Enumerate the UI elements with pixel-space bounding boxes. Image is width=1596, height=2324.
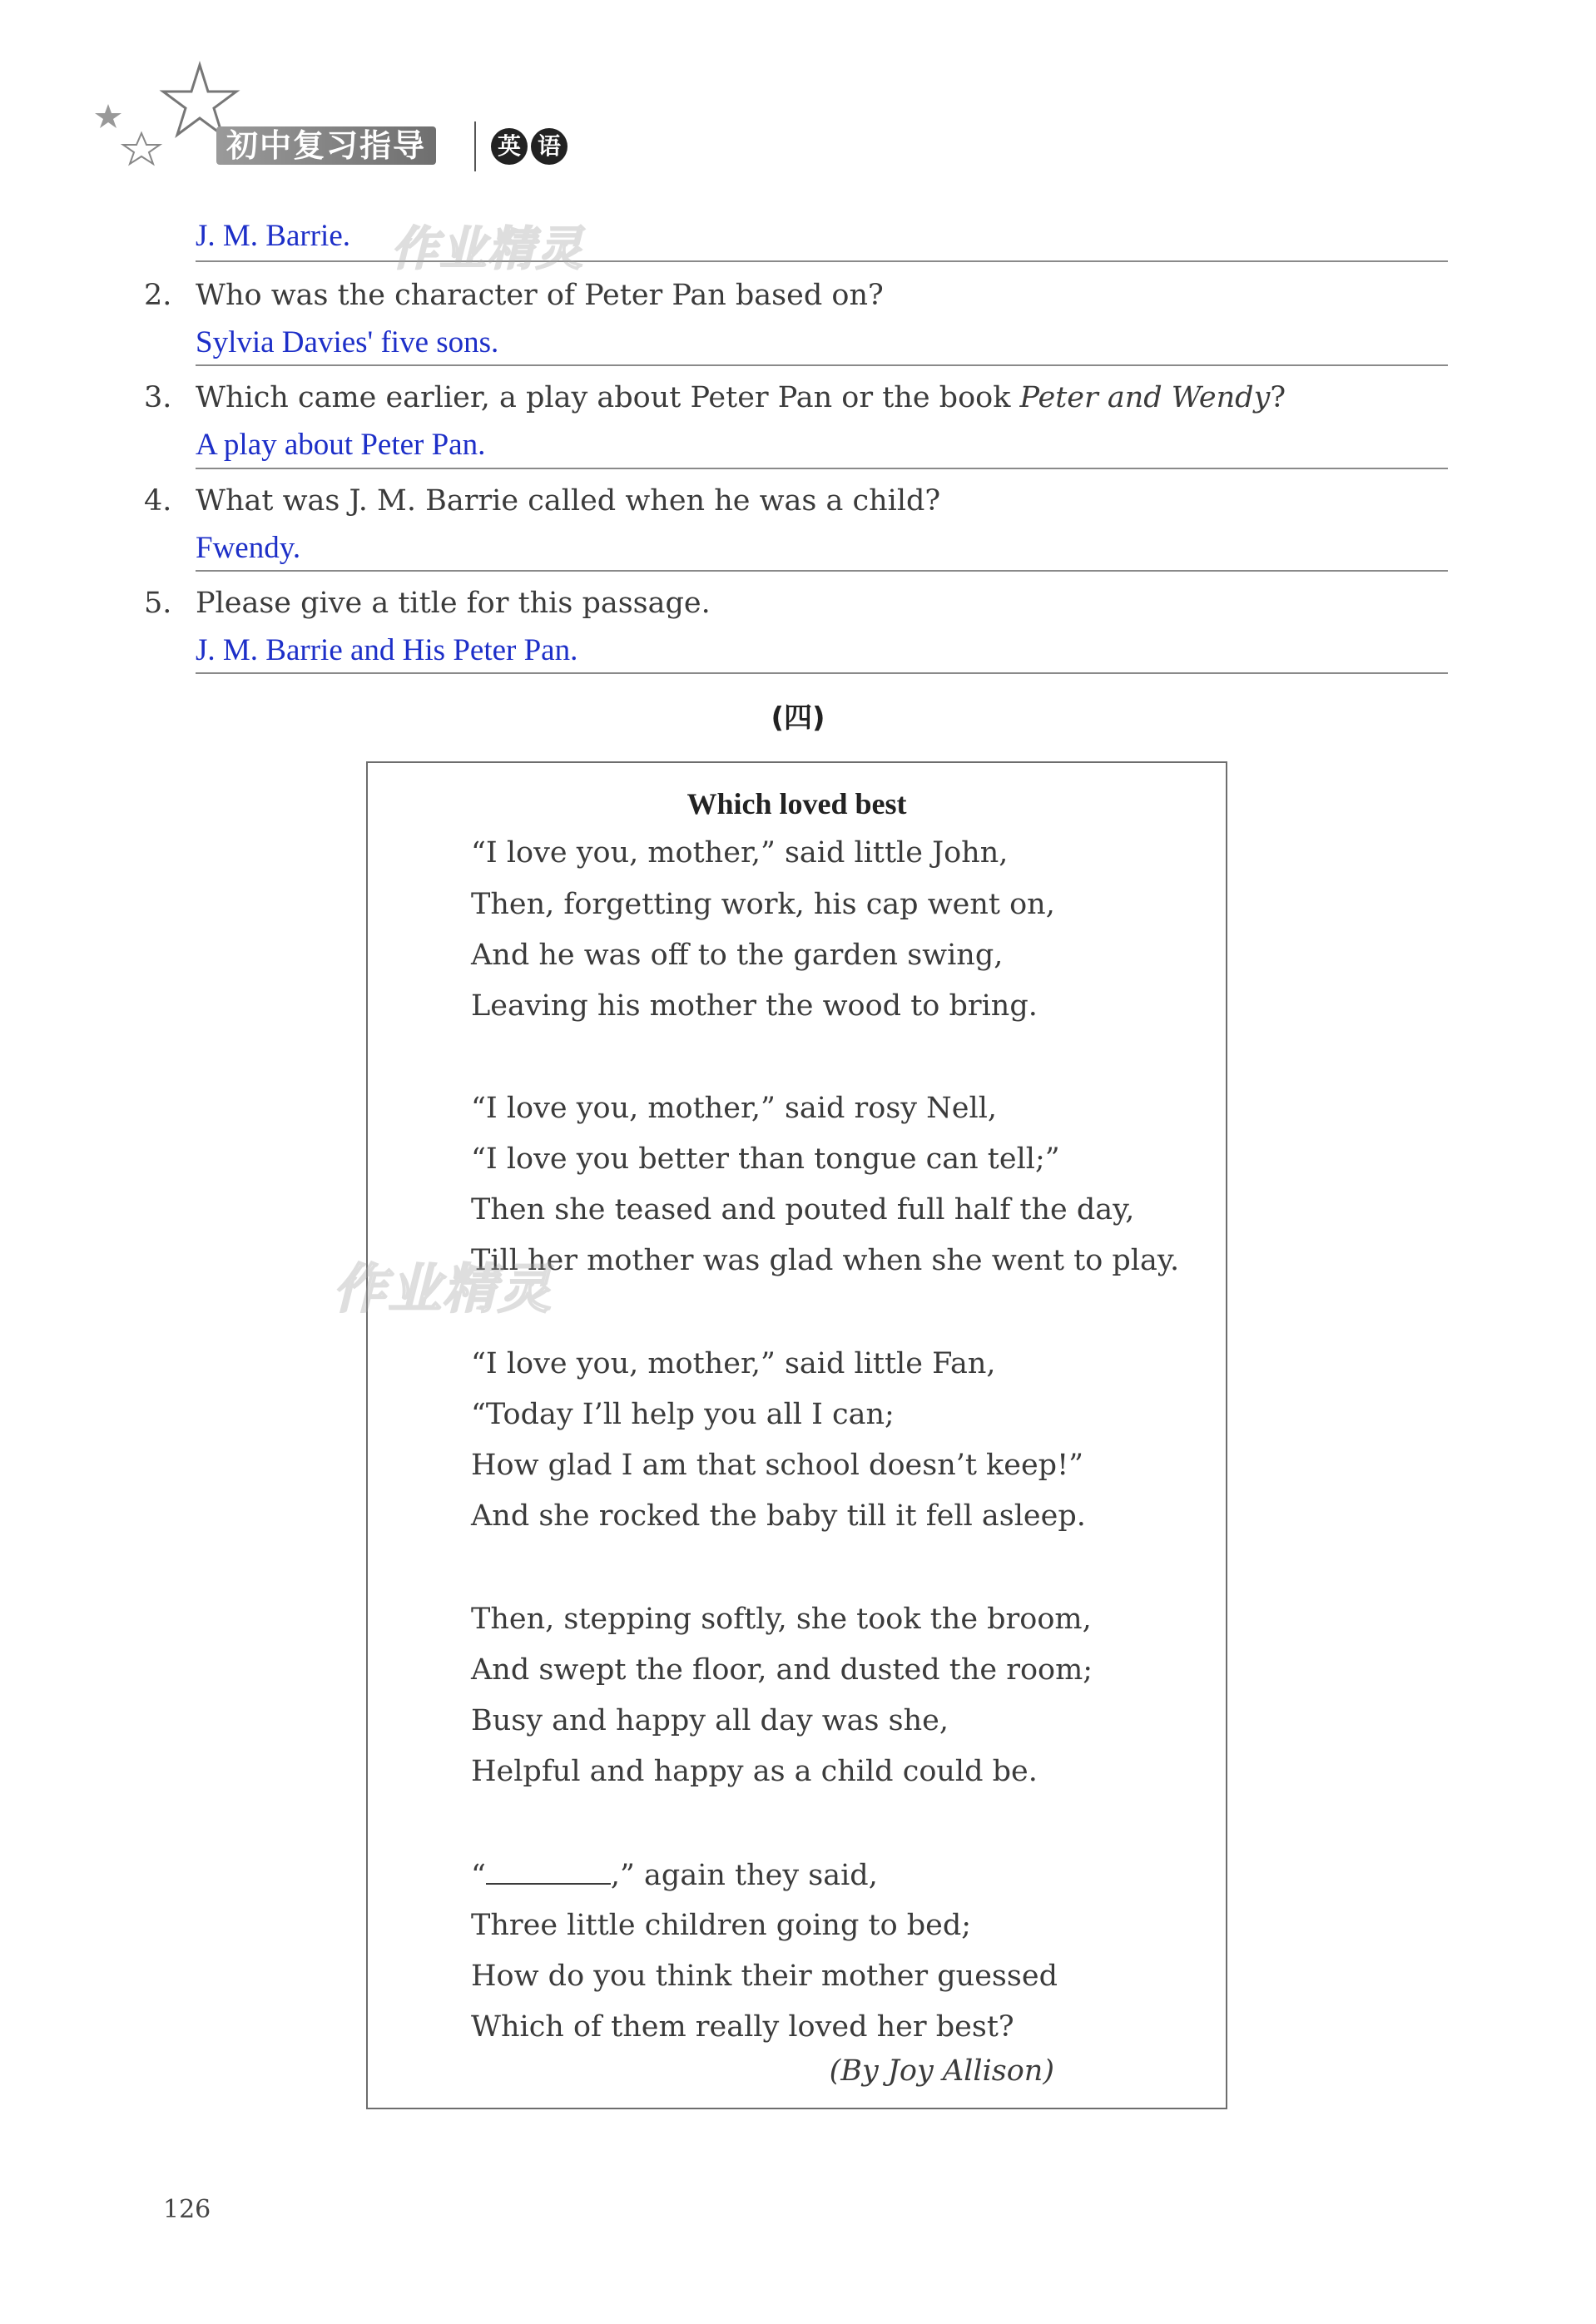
header-separator <box>474 121 476 171</box>
answer-5: J. M. Barrie and His Peter Pan. <box>196 633 578 667</box>
answer-4: Fwendy. <box>196 531 301 565</box>
answer-1: J. M. Barrie. <box>196 219 350 253</box>
question-number: 5. <box>144 587 172 620</box>
question-text-post: ? <box>1270 381 1286 414</box>
poem-line: Three little children going to bed; <box>471 1909 972 1942</box>
poem-line: Then, forgetting work, his cap went on, <box>471 888 1055 921</box>
poem-line: How glad I am that school doesn’t keep!” <box>471 1449 1084 1482</box>
question-2 <box>144 279 884 312</box>
open-quote: “ <box>471 1859 486 1892</box>
question-4 <box>144 484 941 518</box>
poem-line: “I love you, mother,” said little John, <box>471 836 1009 870</box>
subject-char-1: 英 <box>491 128 528 165</box>
poem-line: Leaving his mother the wood to bring. <box>471 989 1038 1023</box>
poem-line: “I love you better than tongue can tell;” <box>471 1142 1060 1176</box>
poem-line: Till her mother was glad when she went to play. <box>471 1244 1180 1277</box>
question-text: What was J. M. Barrie called when he was a child? <box>196 484 941 518</box>
answer-rule-2 <box>196 364 1448 366</box>
poem-line-with-blank <box>471 1858 878 1892</box>
poem-line: Which of them really loved her best? <box>471 2010 1014 2044</box>
poem-line: Helpful and happy as a child could be. <box>471 1755 1038 1788</box>
answer-3: A play about Peter Pan. <box>196 428 486 462</box>
answer-rule-3 <box>196 468 1448 469</box>
line-rest: ,” again they said, <box>610 1859 878 1892</box>
question-text-pre: Which came earlier, a play about Peter Pan or the book <box>196 381 1020 414</box>
poem-line: “I love you, mother,” said little Fan, <box>471 1347 996 1380</box>
fill-in-blank[interactable] <box>486 1858 611 1885</box>
answer-rule-4 <box>196 570 1448 572</box>
answer-rule-1 <box>196 260 1448 262</box>
question-number: 2. <box>144 279 172 312</box>
question-3 <box>144 381 1286 414</box>
poem-line: Busy and happy all day was she, <box>471 1704 949 1737</box>
answer-2: Sylvia Davies' five sons. <box>196 325 499 359</box>
question-number: 3. <box>144 381 172 414</box>
question-book-title: Peter and Wendy <box>1019 381 1271 414</box>
answer-rule-5 <box>196 672 1448 674</box>
poem-line: And she rocked the baby till it fell asleep. <box>471 1499 1086 1533</box>
poem-line: “I love you, mother,” said rosy Nell, <box>471 1092 998 1125</box>
question-number: 4. <box>144 484 172 518</box>
watermark-top: 作业精灵 <box>391 222 584 276</box>
question-text: Who was the character of Peter Pan based on? <box>196 279 884 312</box>
question-text: Please give a title for this passage. <box>196 587 711 620</box>
poem-line: And he was off to the garden swing, <box>471 939 1004 972</box>
page-header <box>83 58 616 166</box>
page-number: 126 <box>163 2195 211 2224</box>
poem-title: Which loved best <box>686 787 907 820</box>
book-title: 初中复习指导 <box>216 126 436 165</box>
poem-line: Then, stepping softly, she took the broom, <box>471 1603 1092 1636</box>
poem-line: How do you think their mother guessed <box>471 1960 1058 1993</box>
poem-line: Then she teased and pouted full half the day, <box>471 1193 1135 1226</box>
subject-char-2: 语 <box>531 128 568 165</box>
poem-box <box>366 761 1227 2109</box>
watermark-middle: 作业精灵 <box>333 1259 553 1321</box>
poem-line: “Today I’ll help you all I can; <box>471 1398 895 1431</box>
question-5 <box>144 587 711 620</box>
poem-line: And swept the floor, and dusted the room; <box>471 1653 1093 1687</box>
section-label: (四) <box>771 701 825 735</box>
poem-byline: (By Joy Allison) <box>829 2054 1054 2088</box>
